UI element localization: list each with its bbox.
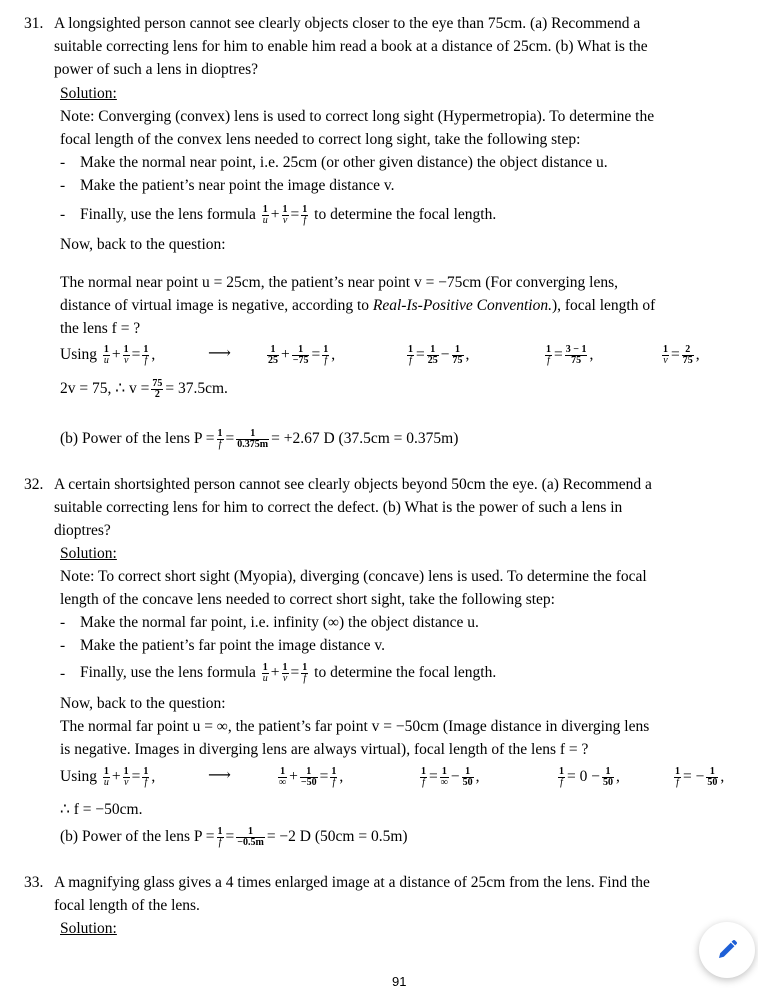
q33-solution-heading: Solution: — [60, 920, 117, 937]
q31-text-line1: A longsighted person cannot see clearly objects closer to the eye than 75cm. (a) Recommend a — [54, 15, 641, 32]
q31-note-line2: focal length of the convex lens needed to correct long sight, take the following step: — [60, 131, 581, 148]
q32-solution-heading: Solution: — [60, 545, 117, 562]
q33-text-line1: A magnifying glass gives a 4 times enlarged image at a distance of 25cm from the lens. Find the — [54, 874, 650, 891]
q32-bullet-dash: - — [60, 637, 66, 654]
q32-eq4: $\frac{1}{f}$ = − $\frac{1}{50}$ , — [675, 765, 725, 788]
edit-button[interactable] — [699, 922, 755, 978]
q31-bullet1: Make the normal near point, i.e. 25cm (or other given distance) the object distance u. — [80, 154, 608, 171]
q31-text-line2: suitable correcting lens for him to enable him read a book at a distance of 25cm. (b) What is the — [54, 38, 648, 55]
q32-text-line3: dioptres? — [54, 522, 111, 539]
q31-eq4: $\frac{1}{v}$ = $\frac{2}{75}$ , — [663, 343, 700, 366]
q31-calc-line: 2v = 75, ∴ v = $\frac{75}{2}$ = 37.5cm. — [60, 377, 228, 400]
q32-bullet-dash: - — [60, 614, 66, 631]
q32-eq3: $\frac{1}{f}$ = 0 − $\frac{1}{50}$ , — [559, 765, 620, 788]
pencil-icon — [715, 938, 739, 962]
q31-back-line: Now, back to the question: — [60, 236, 226, 253]
q31-bullet3: Finally, use the lens formula $\frac{1}{u}$ + $\frac{1}{v}$ = $\frac{1}{f}$ to determine the focal length. — [80, 203, 497, 226]
q31-using-row: Using $\frac{1}{u}$ + $\frac{1}{v}$ = $\frac{1}{f}$ , — [60, 343, 156, 366]
q32-eq1: $\frac{1}{\infty}$ + $\frac{1}{-50}$ = $\frac{1}{f}$ , — [279, 765, 344, 788]
q32-using-row: Using $\frac{1}{u}$ + $\frac{1}{v}$ = $\frac{1}{f}$ , — [60, 765, 156, 788]
q32-bullet1: Make the normal far point, i.e. infinity (∞) the object distance u. — [80, 614, 479, 631]
q31-eq3: $\frac{1}{f}$ = $\frac{3 - 1}{75}$ , — [546, 343, 594, 366]
q31-note-line1: Note: Converging (convex) lens is used to correct long sight (Hypermetropia). To determine the — [60, 108, 655, 125]
q32-bullet-dash: - — [60, 665, 66, 682]
q32-note-line1: Note: To correct short sight (Myopia), diverging (concave) lens is used. To determine the focal — [60, 568, 647, 585]
q32-para-line2: is negative. Images in diverging lens are always virtual), focal length of the lens f = ? — [60, 741, 589, 758]
q31-number: 31. — [24, 15, 44, 32]
q32-bullet3: Finally, use the lens formula $\frac{1}{u}$ + $\frac{1}{v}$ = $\frac{1}{f}$ to determine the focal length. — [80, 661, 497, 684]
q32-note-line2: length of the concave lens needed to correct short sight, take the following step: — [60, 591, 555, 608]
q31-bullet-dash: - — [60, 154, 66, 171]
q31-solution-heading: Solution: — [60, 85, 117, 102]
q32-text-line1: A certain shortsighted person cannot see clearly objects beyond 50cm the eye. (a) Recommend a — [54, 476, 652, 493]
q31-para-line1: The normal near point u = 25cm, the patient’s near point v = −75cm (For converging lens, — [60, 274, 618, 291]
q33-number: 33. — [24, 874, 44, 891]
q31-bullet2: Make the patient’s near point the image distance v. — [80, 177, 395, 194]
q31-power-line: (b) Power of the lens P = $\frac{1}{f}$ = $\frac{1}{0.375m}$ = +2.67 D (37.5cm = 0.375m) — [60, 427, 459, 450]
q31-bullet-dash: - — [60, 206, 66, 223]
q31-eq1: $\frac{1}{25}$ + $\frac{1}{-75}$ = $\frac{1}{f}$ , — [268, 343, 336, 366]
q32-number: 32. — [24, 476, 44, 493]
q32-text-line2: suitable correcting lens for him to correct the defect. (b) What is the power of such a lens in — [54, 499, 623, 516]
q33-text-line2: focal length of the lens. — [54, 897, 200, 914]
q31-para-line3: the lens f = ? — [60, 320, 141, 337]
q32-bullet2: Make the patient’s far point the image distance v. — [80, 637, 386, 654]
q31-para-line2: distance of virtual image is negative, according to Real-Is-Positive Convention.), focal length of — [60, 297, 656, 314]
q32-eq2: $\frac{1}{f}$ = $\frac{1}{\infty}$ − $\frac{1}{50}$ , — [421, 765, 480, 788]
q32-back-line: Now, back to the question: — [60, 695, 226, 712]
q31-bullet-dash: - — [60, 177, 66, 194]
arrow-right-icon: ⟶ — [208, 767, 231, 784]
q31-text-line3: power of such a lens in dioptres? — [54, 61, 259, 78]
q32-power-line: (b) Power of the lens P = $\frac{1}{f}$ = $\frac{1}{-0.5m}$ = −2 D (50cm = 0.5m) — [60, 825, 408, 848]
page-number: 91 — [392, 974, 407, 989]
q32-para-line1: The normal far point u = ∞, the patient’s far point v = −50cm (Image distance in diverging lens — [60, 718, 650, 735]
q31-eq2: $\frac{1}{f}$ = $\frac{1}{25}$ − $\frac{1}{75}$ , — [408, 343, 470, 366]
q32-result-line: ∴ f = −50cm. — [60, 801, 143, 818]
arrow-right-icon: ⟶ — [208, 345, 231, 362]
